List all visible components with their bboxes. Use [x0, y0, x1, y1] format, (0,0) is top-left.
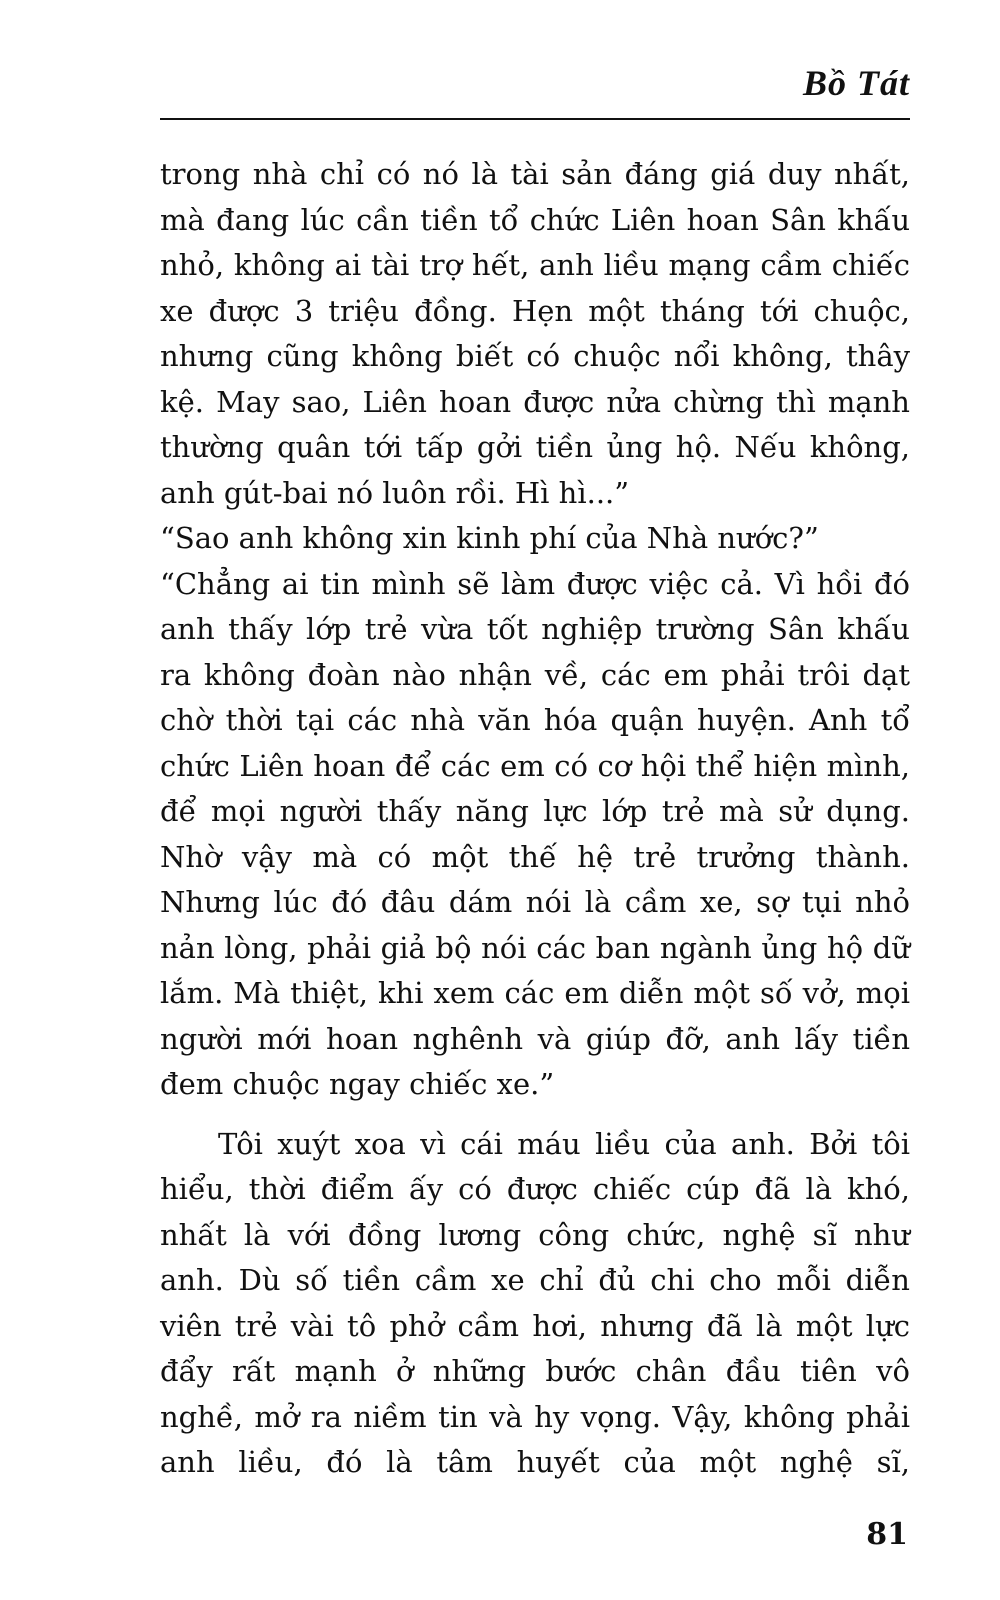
paragraph: “Chẳng ai tin mình sẽ làm được việc cả. Vì hồi đó anh thấy lớp trẻ vừa tốt nghiệp trường Sân khấu ra không đoàn nào nhận về, các em phải trôi dạt chờ thời tại các nhà văn hóa quận huyện. Anh tổ chức Liên hoan để các em có cơ hội thể hiện mình, để mọi người thấy năng lực lớp trẻ mà sử dụng. Nhờ vậy mà có một thế hệ trẻ trưởng thành. Nhưng lúc đó đâu dám nói là cầm xe, sợ tụi nhỏ nản lòng, phải giả bộ nói các ban ngành ủng hộ dữ lắm. Mà thiệt, khi xem các em diễn một số vở, mọi người mới hoan nghênh và giúp đỡ, anh lấy tiền đem chuộc ngay chiếc xe.”: [160, 566, 910, 1101]
paragraph: trong nhà chỉ có nó là tài sản đáng giá duy nhất, mà đang lúc cần tiền tổ chức Liên hoan Sân khấu nhỏ, không ai tài trợ hết, anh liều mạng cầm chiếc xe được 3 triệu đồng. Hẹn một tháng tới chuộc, nhưng cũng không biết có chuộc nổi không, thây kệ. May sao, Liên hoan được nửa chừng thì mạnh thường quân tới tấp gởi tiền ủng hộ. Nếu không, anh gút-bai nó luôn rồi. Hì hì...”: [160, 157, 910, 510]
page-number: 81: [866, 1517, 908, 1552]
paragraph: “Sao anh không xin kinh phí của Nhà nước?”: [160, 521, 819, 555]
page-body: [160, 152, 910, 1486]
header-divider: [160, 118, 910, 120]
running-header-title: Bồ Tát: [802, 63, 910, 103]
paragraph: Tôi xuýt xoa vì cái máu liều của anh. Bởi tôi hiểu, thời điểm ấy có được chiếc cúp đã là khó, nhất là với đồng lương công chức, nghệ sĩ như anh. Dù số tiền cầm xe chỉ đủ chi cho mỗi diễn viên trẻ vài tô phở cầm hơi, nhưng đã là một lực đẩy rất mạnh ở những bước chân đầu tiên vô nghề, mở ra niềm tin và hy vọng. Vậy, không phải anh liều, đó là tâm huyết của một nghệ sĩ,: [160, 1126, 910, 1479]
